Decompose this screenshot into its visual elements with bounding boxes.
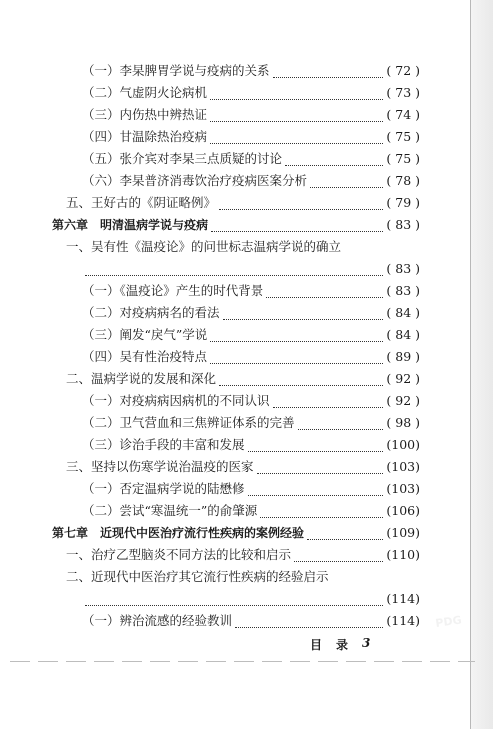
toc-entry[interactable]: 二、温病学说的发展和深化 ( 92 ) [66,371,420,386]
toc-entry[interactable]: （二）卫气营血和三焦辨证体系的完善 ( 98 ) [82,415,420,430]
toc-entry[interactable]: （三）阐发“戾气”学说 ( 84 ) [82,327,420,342]
toc-entry[interactable]: （三）诊治手段的丰富和发展 (100) [82,437,420,452]
page-footer [310,636,370,653]
toc-entry[interactable]: （三）内伤热中辨热证 ( 74 ) [82,107,420,122]
scan-artifact-line [10,661,475,662]
watermark-stamp [371,494,480,645]
toc-entry[interactable]: （一）辨治流感的经验教训 (114) [82,613,420,628]
watermark-text: PDG [434,613,463,630]
toc-entry[interactable]: 三、坚持以伤寒学说治温疫的医家 (103) [66,459,420,474]
toc-entry[interactable]: 五、王好古的《阴证略例》 ( 79 ) [66,195,420,210]
toc-entry[interactable]: （一）李杲脾胃学说与疫病的关系 ( 72 ) [82,63,420,78]
toc-entry-continuation[interactable]: (114) [82,588,420,610]
toc-entry-continuation[interactable]: ( 83 ) [82,258,420,280]
page-number: 3 [362,636,371,650]
footer-label: 目 [310,638,323,652]
toc-chapter[interactable]: 第六章 明清温病学说与疫病 ( 83 ) [52,217,420,232]
footer-label: 录 [336,638,349,652]
toc-entry[interactable]: （二）对疫病病名的看法 ( 84 ) [82,305,420,320]
toc-entry[interactable]: （二）气虚阴火论病机 ( 73 ) [82,85,420,100]
toc-entry[interactable]: 一、治疗乙型脑炎不同方法的比较和启示 (110) [66,547,420,562]
toc-entry[interactable]: （一）对疫病病因病机的不同认识 ( 92 ) [82,393,420,408]
toc-entry[interactable]: （一）否定温病学说的陆懋修 (103) [82,481,420,496]
toc-entry[interactable]: （二）尝试“寒温统一”的俞肇源 (106) [82,503,420,518]
toc-entry[interactable]: 一、吴有性《温疫论》的问世标志温病学说的确立 [66,239,342,254]
toc-entry[interactable]: （一）《温疫论》产生的时代背景 ( 83 ) [82,283,420,298]
toc-entry[interactable]: （五）张介宾对李杲三点质疑的讨论 ( 75 ) [82,151,420,166]
toc-entry[interactable]: （四）吴有性治疫特点 ( 89 ) [82,349,420,364]
toc-entry[interactable]: （四）甘温除热治疫病 ( 75 ) [82,129,420,144]
toc-chapter[interactable]: 第七章 近现代中医治疗流行性疾病的案例经验 (109) [52,525,420,540]
toc-entry[interactable]: 二、近现代中医治疗其它流行性疾病的经验启示 [66,569,329,584]
toc-entry[interactable]: （六）李杲普济消毒饮治疗疫病医案分析 ( 78 ) [82,173,420,188]
